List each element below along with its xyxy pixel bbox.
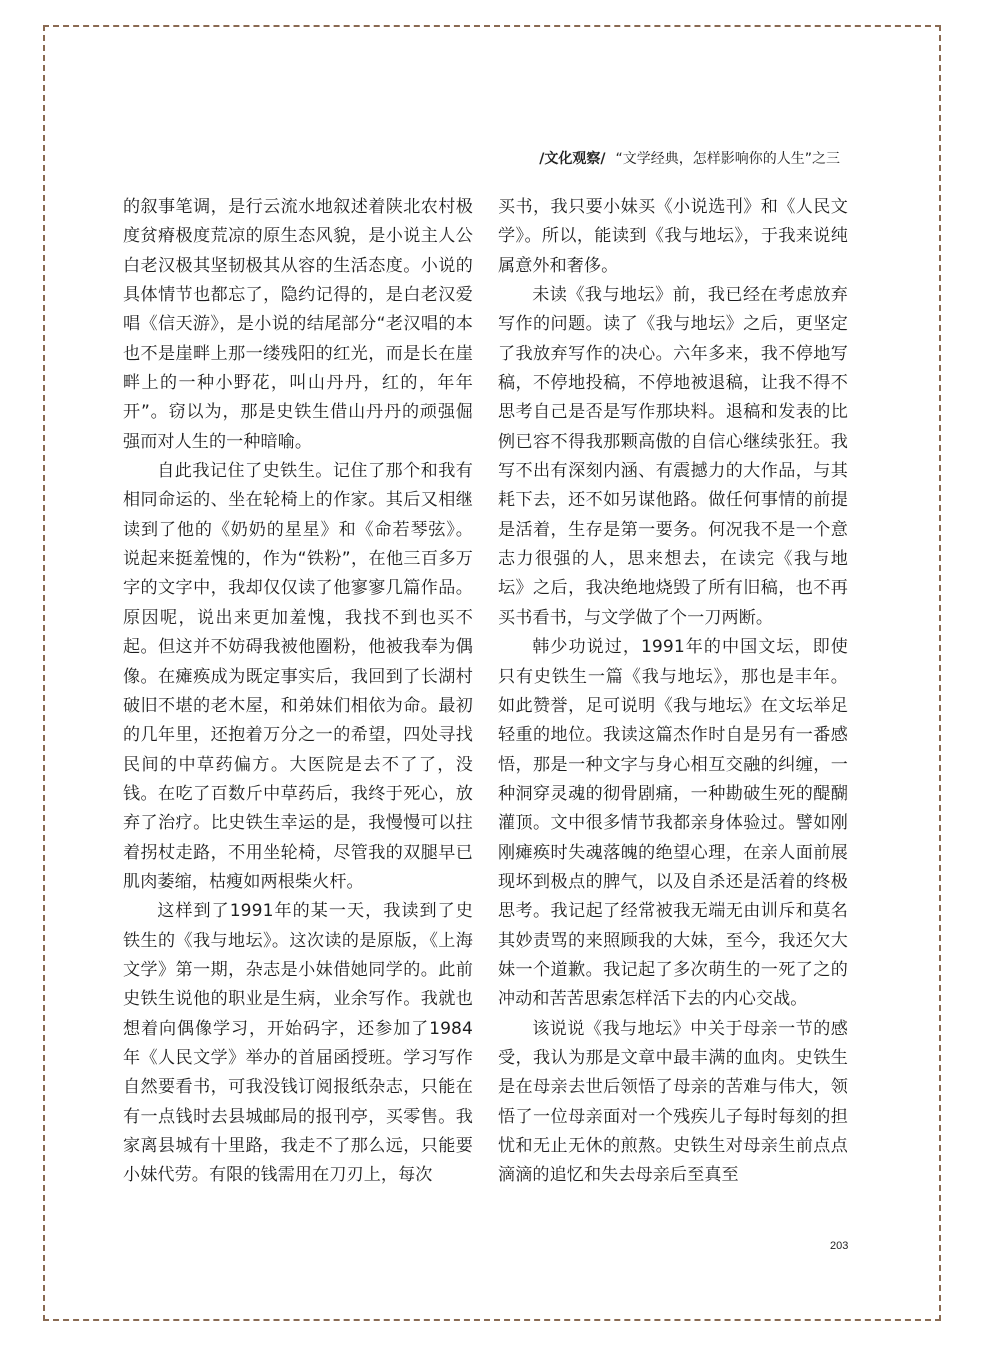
left-column xyxy=(123,193,473,1191)
paragraph: 这样到了1991年的某一天，我读到了史铁生的《我与地坛》。这次读的是原版，《上海文学》第一期，杂志是小妹借她同学的。此前史铁生说他的职业是生病，业余写作。我就也想着向偶像学习，开始码字，还参加了1984年《人民文学》举办的首届函授班。学习写作自然要看书，可我没钱订阅报纸杂志，只能在有一点钱时去县城邮局的报刊亭，买零售。我家离县城有十里路，我走不了那么远，只能要小妹代劳。有限的钱需用在刀刃上，每次 xyxy=(123,901,473,1186)
right-column xyxy=(498,193,848,1191)
running-header xyxy=(500,148,840,168)
page-number: 203 xyxy=(830,1240,849,1252)
paragraph: 买书，我只要小妹买《小说选刊》和《人民文学》。所以，能读到《我与地坛》，于我来说纯属意外和奢侈。 xyxy=(498,197,848,276)
paragraph: 的叙事笔调，是行云流水地叙述着陕北农村极度贫瘠极度荒凉的原生态风貌，是小说主人公白老汉极其坚韧极其从容的生活态度。小说的具体情节也都忘了，隐约记得的，是白老汉爱唱《信天游》，是小说的结尾部分“老汉唱的本也不是崖畔上那一缕残阳的红光，而是长在崖畔上的一种小野花，叫山丹丹，红的，年年开”。窃以为，那是史铁生借山丹丹的顽强倔强而对人生的一种暗喻。 xyxy=(123,197,473,452)
section-label: /文化观察/ xyxy=(539,151,606,167)
paragraph: 该说说《我与地坛》中关于母亲一节的感受，我认为那是文章中最丰满的血肉。史铁生是在母亲去世后领悟了母亲的苦难与伟大，领悟了一位母亲面对一个残疾儿子每时每刻的担忧和无止无休的煎熬。史铁生对母亲生前点点滴滴的追忆和失去母亲后至真至 xyxy=(498,1018,848,1186)
paragraph: 韩少功说过，1991年的中国文坛，即使只有史铁生一篇《我与地坛》，那也是丰年。如此赞誉，足可说明《我与地坛》在文坛举足轻重的地位。我读这篇杰作时自是另有一番感悟，那是一种文字与身心相互交融的纠缠，一种洞穿灵魂的彻骨剧痛，一种勘破生死的醍醐灌顶。文中很多情节我都亲身体验过。譬如刚刚瘫痪时失魂落魄的绝望心理，在亲人面前展现坏到极点的脾气，以及自杀还是活着的终极思考。我记起了经常被我无端无由训斥和莫名其妙责骂的来照顾我的大妹，至今，我还欠大妹一个道歉。我记起了多次萌生的一死了之的冲动和苦苦思索怎样活下去的内心交战。 xyxy=(498,637,848,1010)
series-title: “文学经典，怎样影响你的人生”之三 xyxy=(615,151,840,167)
paragraph: 未读《我与地坛》前，我已经在考虑放弃写作的问题。读了《我与地坛》之后，更坚定了我放弃写作的决心。六年多来，我不停地写稿，不停地投稿，不停地被退稿，让我不得不思考自己是否是写作那块料。退稿和发表的比例已容不得我那颗高傲的自信心继续张狂。我写不出有深刻内涵、有震撼力的大作品，与其耗下去，还不如另谋他路。做任何事情的前提是活着，生存是第一要务。何况我不是一个意志力很强的人，思来想去，在读完《我与地坛》之后，我决绝地烧毁了所有旧稿，也不再买书看书，与文学做了个一刀两断。 xyxy=(498,285,848,628)
paragraph: 自此我记住了史铁生。记住了那个和我有相同命运的、坐在轮椅上的作家。其后又相继读到了他的《奶奶的星星》和《命若琴弦》。说起来挺羞愧的，作为“铁粉”，在他三百多万字的文字中，我却仅仅读了他寥寥几篇作品。原因呢，说出来更加羞愧，我找不到也买不起。但这并不妨碍我被他圈粉，他被我奉为偶像。在瘫痪成为既定事实后，我回到了长湖村破旧不堪的老木屋，和弟妹们相依为命。最初的几年里，还抱着万分之一的希望，四处寻找民间的中草药偏方。大医院是去不了了，没钱。在吃了百数斤中草药后，我终于死心，放弃了治疗。比史铁生幸运的是，我慢慢可以拄着拐杖走路，不用坐轮椅，尽管我的双腿早已肌肉萎缩，枯瘦如两根柴火杆。 xyxy=(123,461,473,892)
